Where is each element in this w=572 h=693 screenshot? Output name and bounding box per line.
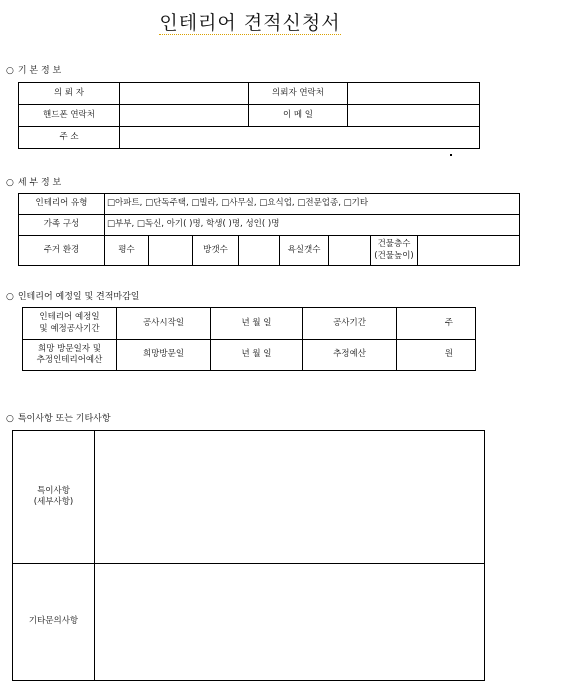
visit-date-field[interactable]: 년 월 일 (211, 340, 303, 371)
section-notes-heading: ○ 특이사항 또는 기타사항 (6, 414, 111, 424)
type-options[interactable]: □아파트, □단독주택, □빌라, □사무실, □요식업, □전문업종, □기타 (105, 194, 520, 215)
rooms-label: 방갯수 (193, 236, 239, 266)
visit-date-label: 희망방문일 (117, 340, 211, 371)
requester-phone-label: 의뢰자 연락처 (249, 83, 348, 105)
start-label: 공사시작일 (117, 308, 211, 340)
type-label: 인테리어 유형 (19, 194, 105, 215)
family-label: 가족 구성 (19, 215, 105, 236)
detail-info-table (18, 193, 520, 266)
period-field[interactable]: 주 (397, 308, 476, 340)
rooms-field[interactable] (239, 236, 280, 266)
address-label: 주 소 (19, 127, 120, 149)
start-date-field[interactable]: 년 월 일 (211, 308, 303, 340)
baths-label: 욕실갯수 (280, 236, 329, 266)
period-label: 공사기간 (303, 308, 397, 340)
requester-label: 의 뢰 자 (19, 83, 120, 105)
circle-bullet-icon: ○ (6, 414, 14, 424)
visit-label-line1: 희망 방문일자 및 (38, 343, 101, 354)
basic-info-table (18, 82, 480, 149)
area-field[interactable] (149, 236, 193, 266)
circle-bullet-icon: ○ (6, 178, 14, 188)
page-title (0, 8, 500, 35)
special-notes-field[interactable] (95, 431, 485, 564)
inquiry-field[interactable] (95, 564, 485, 681)
section-basic-heading: ○ 기 본 정 보 (6, 66, 62, 76)
visit-label (23, 340, 117, 371)
family-options[interactable]: □부부, □독신, 아기( )명, 학생( )명, 성인( )명 (105, 215, 520, 236)
floors-label (371, 236, 418, 266)
floors-label-line1: 건물층수 (377, 239, 411, 250)
notes-table (12, 430, 485, 681)
requester-phone-field[interactable] (348, 83, 480, 105)
inquiry-label: 기타문의사항 (13, 564, 95, 681)
requester-field[interactable] (120, 83, 249, 105)
special-label-line1: 특이사항 (37, 485, 70, 496)
budget-field[interactable]: 원 (397, 340, 476, 371)
schedule-table (22, 307, 476, 371)
mobile-field[interactable] (120, 105, 249, 127)
visit-label-line2: 추정인테리어예산 (36, 355, 103, 365)
title-text: 인테리어 견적신청서 (159, 12, 341, 34)
budget-label: 추정예산 (303, 340, 397, 371)
schedule-label-line2: 및 예정공사기간 (39, 323, 100, 334)
circle-bullet-icon: ○ (6, 66, 14, 76)
circle-bullet-icon: ○ (6, 292, 14, 302)
section-detail-heading: ○ 세 부 정 보 (6, 178, 62, 188)
floors-label-line2: (건물높이) (374, 250, 414, 261)
floors-field[interactable] (418, 236, 520, 266)
email-field[interactable] (348, 105, 480, 127)
housing-label: 주거 환경 (19, 236, 105, 266)
mobile-label: 핸드폰 연락처 (19, 105, 120, 127)
schedule-label (23, 308, 117, 340)
schedule-label-line1: 인테리어 예정일 (39, 312, 100, 323)
area-label: 평수 (105, 236, 149, 266)
section-schedule-heading: ○ 인테리어 예정일 및 견적마감일 (6, 292, 140, 302)
special-label-line2: (세부사항) (33, 497, 74, 507)
address-field[interactable] (120, 127, 480, 149)
stray-dot (450, 154, 452, 156)
special-label (13, 431, 95, 564)
baths-field[interactable] (329, 236, 371, 266)
email-label: 이 메 일 (249, 105, 348, 127)
